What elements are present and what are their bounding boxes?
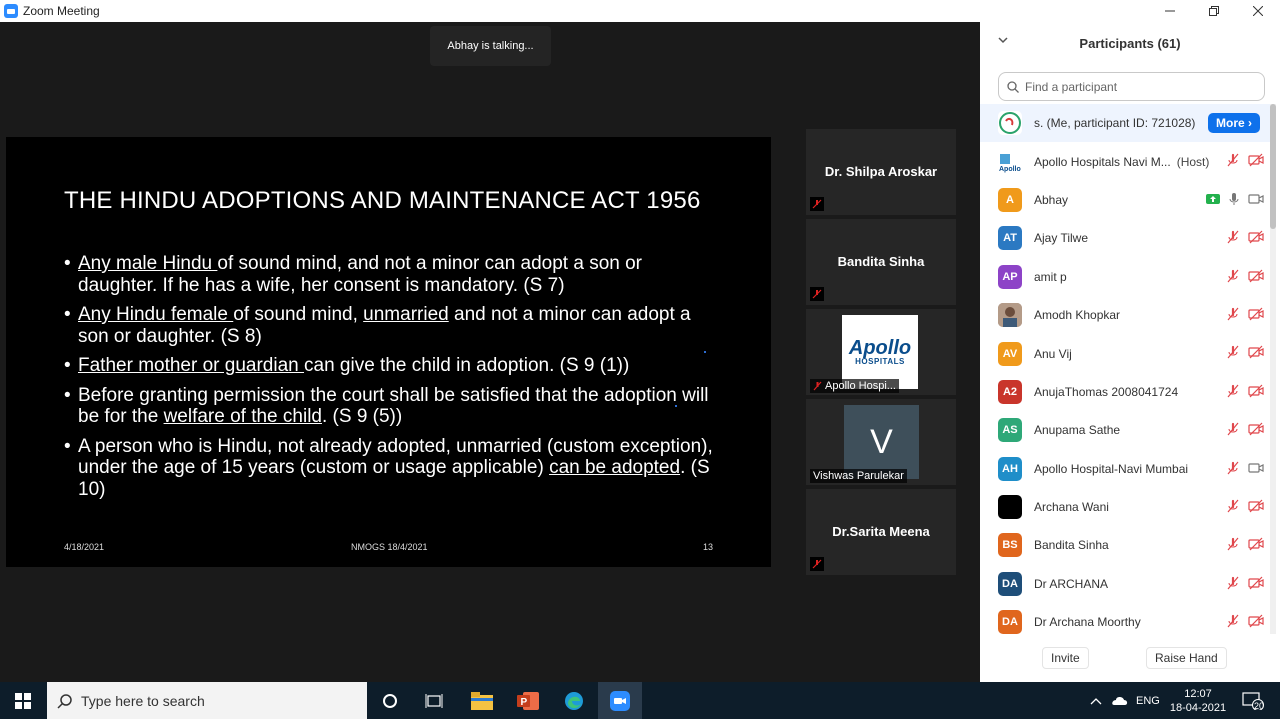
participant-name: Anupama Sathe: [1034, 423, 1121, 438]
avatar: AH: [998, 457, 1022, 481]
muted-mic-icon: [810, 287, 824, 301]
video-off-icon[interactable]: [1248, 307, 1264, 321]
avatar: BS: [998, 533, 1022, 557]
muted-mic-icon[interactable]: [1226, 576, 1240, 590]
zoom-taskbar-button[interactable]: [598, 682, 642, 719]
search-icon: [57, 693, 73, 709]
participant-row[interactable]: [980, 104, 1270, 142]
muted-mic-icon[interactable]: [1226, 269, 1240, 283]
participant-row[interactable]: [980, 488, 1270, 526]
talking-indicator: Abhay is talking...: [430, 26, 551, 66]
host-tag: (Host): [1176, 154, 1210, 169]
participant-row[interactable]: [980, 603, 1270, 634]
avatar: AT: [998, 226, 1022, 250]
video-off-icon[interactable]: [1248, 345, 1264, 359]
muted-mic-icon[interactable]: [1226, 422, 1240, 436]
participant-row[interactable]: [980, 142, 1270, 180]
tile-participant-name: Dr.Sarita Meena: [832, 524, 930, 539]
chevron-down-icon[interactable]: [998, 35, 1008, 45]
participant-name: Anu Vij: [1034, 346, 1072, 361]
close-icon: [1253, 6, 1263, 16]
raise-hand-button[interactable]: Raise Hand: [1146, 647, 1227, 669]
participant-list-scrollbar[interactable]: [1270, 104, 1276, 634]
participant-name: Bandita Sinha: [1034, 538, 1109, 553]
participant-row[interactable]: [980, 296, 1270, 334]
screen-share-icon: [1206, 194, 1220, 204]
participant-status-icons: [1226, 384, 1264, 398]
powerpoint-button[interactable]: [506, 682, 550, 719]
tile-label: [810, 379, 899, 393]
participant-row[interactable]: [980, 411, 1270, 449]
avatar: A2: [998, 380, 1022, 404]
bullet-text: can give the child in adoption. (S 9 (1)): [304, 355, 630, 376]
participant-list: [980, 104, 1270, 634]
file-explorer-button[interactable]: [460, 682, 504, 719]
participant-status-icons: [1226, 269, 1264, 283]
muted-mic-icon[interactable]: [1226, 537, 1240, 551]
slide-bullet: [64, 253, 724, 296]
tile-participant-name: Vishwas Parulekar: [813, 470, 904, 482]
edge-icon: [564, 691, 584, 711]
avatar: A: [998, 188, 1022, 212]
participant-status-icons: [1226, 153, 1264, 167]
video-off-icon[interactable]: [1248, 614, 1264, 628]
clock-time: 12:07: [1184, 687, 1212, 700]
muted-mic-icon[interactable]: [1226, 153, 1240, 167]
slide-bullet: [64, 304, 724, 347]
video-on-icon[interactable]: [1248, 192, 1264, 206]
tile-participant-name: Bandita Sinha: [837, 254, 925, 269]
participant-name: AnujaThomas 2008041724: [1034, 384, 1179, 399]
muted-mic-icon: [810, 557, 824, 571]
chevron-up-icon[interactable]: [1090, 697, 1102, 705]
window-title: Zoom Meeting: [23, 4, 100, 18]
folder-icon: [471, 692, 493, 710]
slide-bullet: [64, 436, 724, 501]
apollo-logo-text: Apollo: [848, 336, 912, 359]
bullet-underlined: unmarried: [363, 304, 449, 325]
participant-name: Ajay Tilwe: [1034, 231, 1089, 246]
participant-name: Abhay: [1034, 192, 1069, 207]
participant-row[interactable]: [980, 334, 1270, 372]
video-tile[interactable]: [806, 399, 956, 485]
window-titlebar: [0, 0, 1280, 22]
close-button[interactable]: [1236, 0, 1280, 22]
bullet-underlined: Any Hindu female: [78, 304, 234, 325]
participant-status-icons: [1226, 345, 1264, 359]
participant-name: Dr ARCHANA: [1034, 576, 1109, 591]
slide-bullets: [64, 253, 724, 508]
participant-status-icons: [1226, 537, 1264, 551]
video-off-icon[interactable]: [1248, 153, 1264, 167]
bullet-underlined: can be adopted: [549, 457, 681, 478]
participant-status-icons: [1226, 307, 1264, 321]
cortana-button[interactable]: [370, 682, 410, 719]
bullet-text: of sound mind,: [233, 304, 364, 325]
avatar: DA: [998, 610, 1022, 634]
participants-footer: [980, 642, 1280, 672]
laser-dot: [675, 405, 677, 407]
participants-title: Participants (61): [1079, 35, 1181, 51]
video-off-icon[interactable]: [1248, 422, 1264, 436]
restore-icon: [1209, 6, 1219, 16]
windows-taskbar: [0, 682, 1280, 719]
muted-mic-icon[interactable]: [1226, 230, 1240, 244]
participant-row[interactable]: [980, 565, 1270, 603]
task-view-button[interactable]: [414, 682, 454, 719]
svg-text:Apollo: Apollo: [999, 165, 1021, 173]
participant-row[interactable]: [980, 219, 1270, 257]
avatar: [998, 495, 1022, 519]
participant-status-icons: [1226, 499, 1264, 513]
slide-footer-date: 4/18/2021: [64, 542, 105, 552]
invite-button[interactable]: Invite: [1042, 647, 1089, 669]
bullet-text: . (S 9 (5)): [321, 406, 403, 427]
search-icon: [1007, 81, 1019, 93]
notification-count: 20: [1253, 701, 1264, 711]
clock-date: 18-04-2021: [1169, 701, 1227, 714]
video-off-icon[interactable]: [1248, 576, 1264, 590]
clock[interactable]: [1168, 682, 1228, 719]
video-off-icon[interactable]: [1248, 269, 1264, 283]
svg-text:P: P: [520, 696, 528, 708]
zoom-icon: [610, 691, 630, 711]
scrollbar-thumb[interactable]: [1270, 104, 1276, 229]
avatar: DA: [998, 572, 1022, 596]
edge-button[interactable]: [552, 682, 596, 719]
muted-mic-icon: [813, 381, 822, 391]
apollo-logo-subtext: HOSPITALS: [855, 356, 905, 366]
participant-status-icons: [1226, 614, 1264, 628]
more-button[interactable]: More ›: [1208, 113, 1260, 133]
task-view-icon: [425, 693, 443, 709]
video-tile[interactable]: [806, 489, 956, 575]
laser-dot: [704, 351, 706, 353]
muted-mic-icon: [810, 197, 824, 211]
avatar: AV: [998, 342, 1022, 366]
tile-label: [810, 469, 907, 483]
minimize-icon: [1165, 6, 1175, 16]
bullet-text: A person who is Hindu, not already adopted, unmarried (custom exception), under the age of 15 years (custom or usage applicable): [78, 435, 713, 478]
participant-status-icons: [1226, 461, 1264, 475]
muted-mic-icon[interactable]: [1226, 614, 1240, 628]
language-indicator[interactable]: ENG: [1136, 694, 1160, 707]
video-off-icon[interactable]: [1248, 384, 1264, 398]
window-controls: [1148, 0, 1280, 22]
restore-button[interactable]: [1192, 0, 1236, 22]
taskbar-search-placeholder: Type here to search: [81, 692, 205, 709]
avatar: [998, 150, 1022, 174]
start-button[interactable]: [0, 682, 46, 719]
bullet-text: . (S 10): [78, 457, 710, 500]
muted-mic-icon[interactable]: [1226, 461, 1240, 475]
bullet-underlined: Father mother or guardian: [78, 355, 305, 376]
shared-screen-slide[interactable]: [6, 137, 771, 567]
participant-search[interactable]: [998, 72, 1265, 101]
avatar: AS: [998, 418, 1022, 442]
participant-status-icons: [1226, 422, 1264, 436]
meeting-view: [0, 22, 980, 682]
participant-name: Archana Wani: [1034, 500, 1109, 515]
participant-name: Apollo Hospital-Navi Mumbai: [1034, 461, 1189, 476]
search-input[interactable]: [1025, 80, 1245, 94]
slide-title: THE HINDU ADOPTIONS AND MAINTENANCE ACT 1956: [64, 187, 701, 214]
apollo-logo: [842, 315, 918, 389]
notification-center-button[interactable]: [1238, 682, 1268, 719]
muted-mic-icon[interactable]: [1226, 499, 1240, 513]
slide-bullet: [64, 355, 724, 377]
bullet-text: of sound mind, and not a minor can adopt a son or daughter. If he has a wife, her consent is mandatory. (S 7): [78, 253, 643, 296]
bullet-text: and not a minor can adopt a son or daughter. (S 8): [78, 304, 691, 347]
video-off-icon[interactable]: [1248, 499, 1264, 513]
video-on-icon[interactable]: [1248, 461, 1264, 475]
bullet-underlined: welfare of the child: [163, 406, 322, 427]
muted-mic-icon[interactable]: [1226, 345, 1240, 359]
avatar: V: [844, 405, 919, 479]
participants-panel: [980, 22, 1280, 682]
participant-name: s. (Me, participant ID: 721028): [1034, 116, 1196, 131]
participant-row[interactable]: [980, 450, 1270, 488]
avatar: [998, 111, 1022, 135]
participant-name: Dr Archana Moorthy: [1034, 615, 1141, 630]
video-tile[interactable]: [806, 129, 956, 215]
participant-status-icons: [1226, 576, 1264, 590]
bullet-text: Before granting permission the court shall be satisfied that the adoption will be for the: [78, 384, 709, 427]
mic-icon[interactable]: [1228, 192, 1240, 206]
participants-header: [980, 22, 1280, 64]
participant-name: amit p: [1034, 269, 1067, 284]
participant-row[interactable]: [980, 526, 1270, 564]
avatar: AP: [998, 265, 1022, 289]
video-tile[interactable]: [806, 219, 956, 305]
cloud-icon[interactable]: [1110, 696, 1128, 706]
powerpoint-icon: [517, 691, 539, 711]
video-off-icon[interactable]: [1248, 537, 1264, 551]
bullet-underlined: Any male Hindu: [78, 253, 218, 274]
participant-row[interactable]: [980, 181, 1270, 219]
slide-bullet: [64, 385, 724, 428]
video-off-icon[interactable]: [1248, 230, 1264, 244]
windows-logo-icon: [15, 693, 31, 709]
taskbar-search[interactable]: [47, 682, 367, 719]
participant-row[interactable]: [980, 258, 1270, 296]
muted-mic-icon[interactable]: [1226, 384, 1240, 398]
participant-name: Apollo Hospitals Navi M...: [1034, 154, 1171, 169]
cortana-icon: [382, 693, 398, 709]
video-tile[interactable]: [806, 309, 956, 395]
participant-status-icons: [1206, 192, 1264, 206]
zoom-app-icon: [4, 4, 18, 18]
tile-participant-name: Dr. Shilpa Aroskar: [824, 164, 938, 179]
participant-row[interactable]: [980, 373, 1270, 411]
tile-participant-name: Apollo Hospi...: [825, 380, 896, 392]
minimize-button[interactable]: [1148, 0, 1192, 22]
system-tray: [1090, 682, 1160, 719]
muted-mic-icon[interactable]: [1226, 307, 1240, 321]
avatar: [998, 303, 1022, 327]
slide-footer-center: NMOGS 18/4/2021: [351, 542, 428, 552]
participant-name: Amodh Khopkar: [1034, 308, 1121, 323]
participant-status-icons: [1226, 230, 1264, 244]
slide-page-number: 13: [703, 542, 714, 552]
